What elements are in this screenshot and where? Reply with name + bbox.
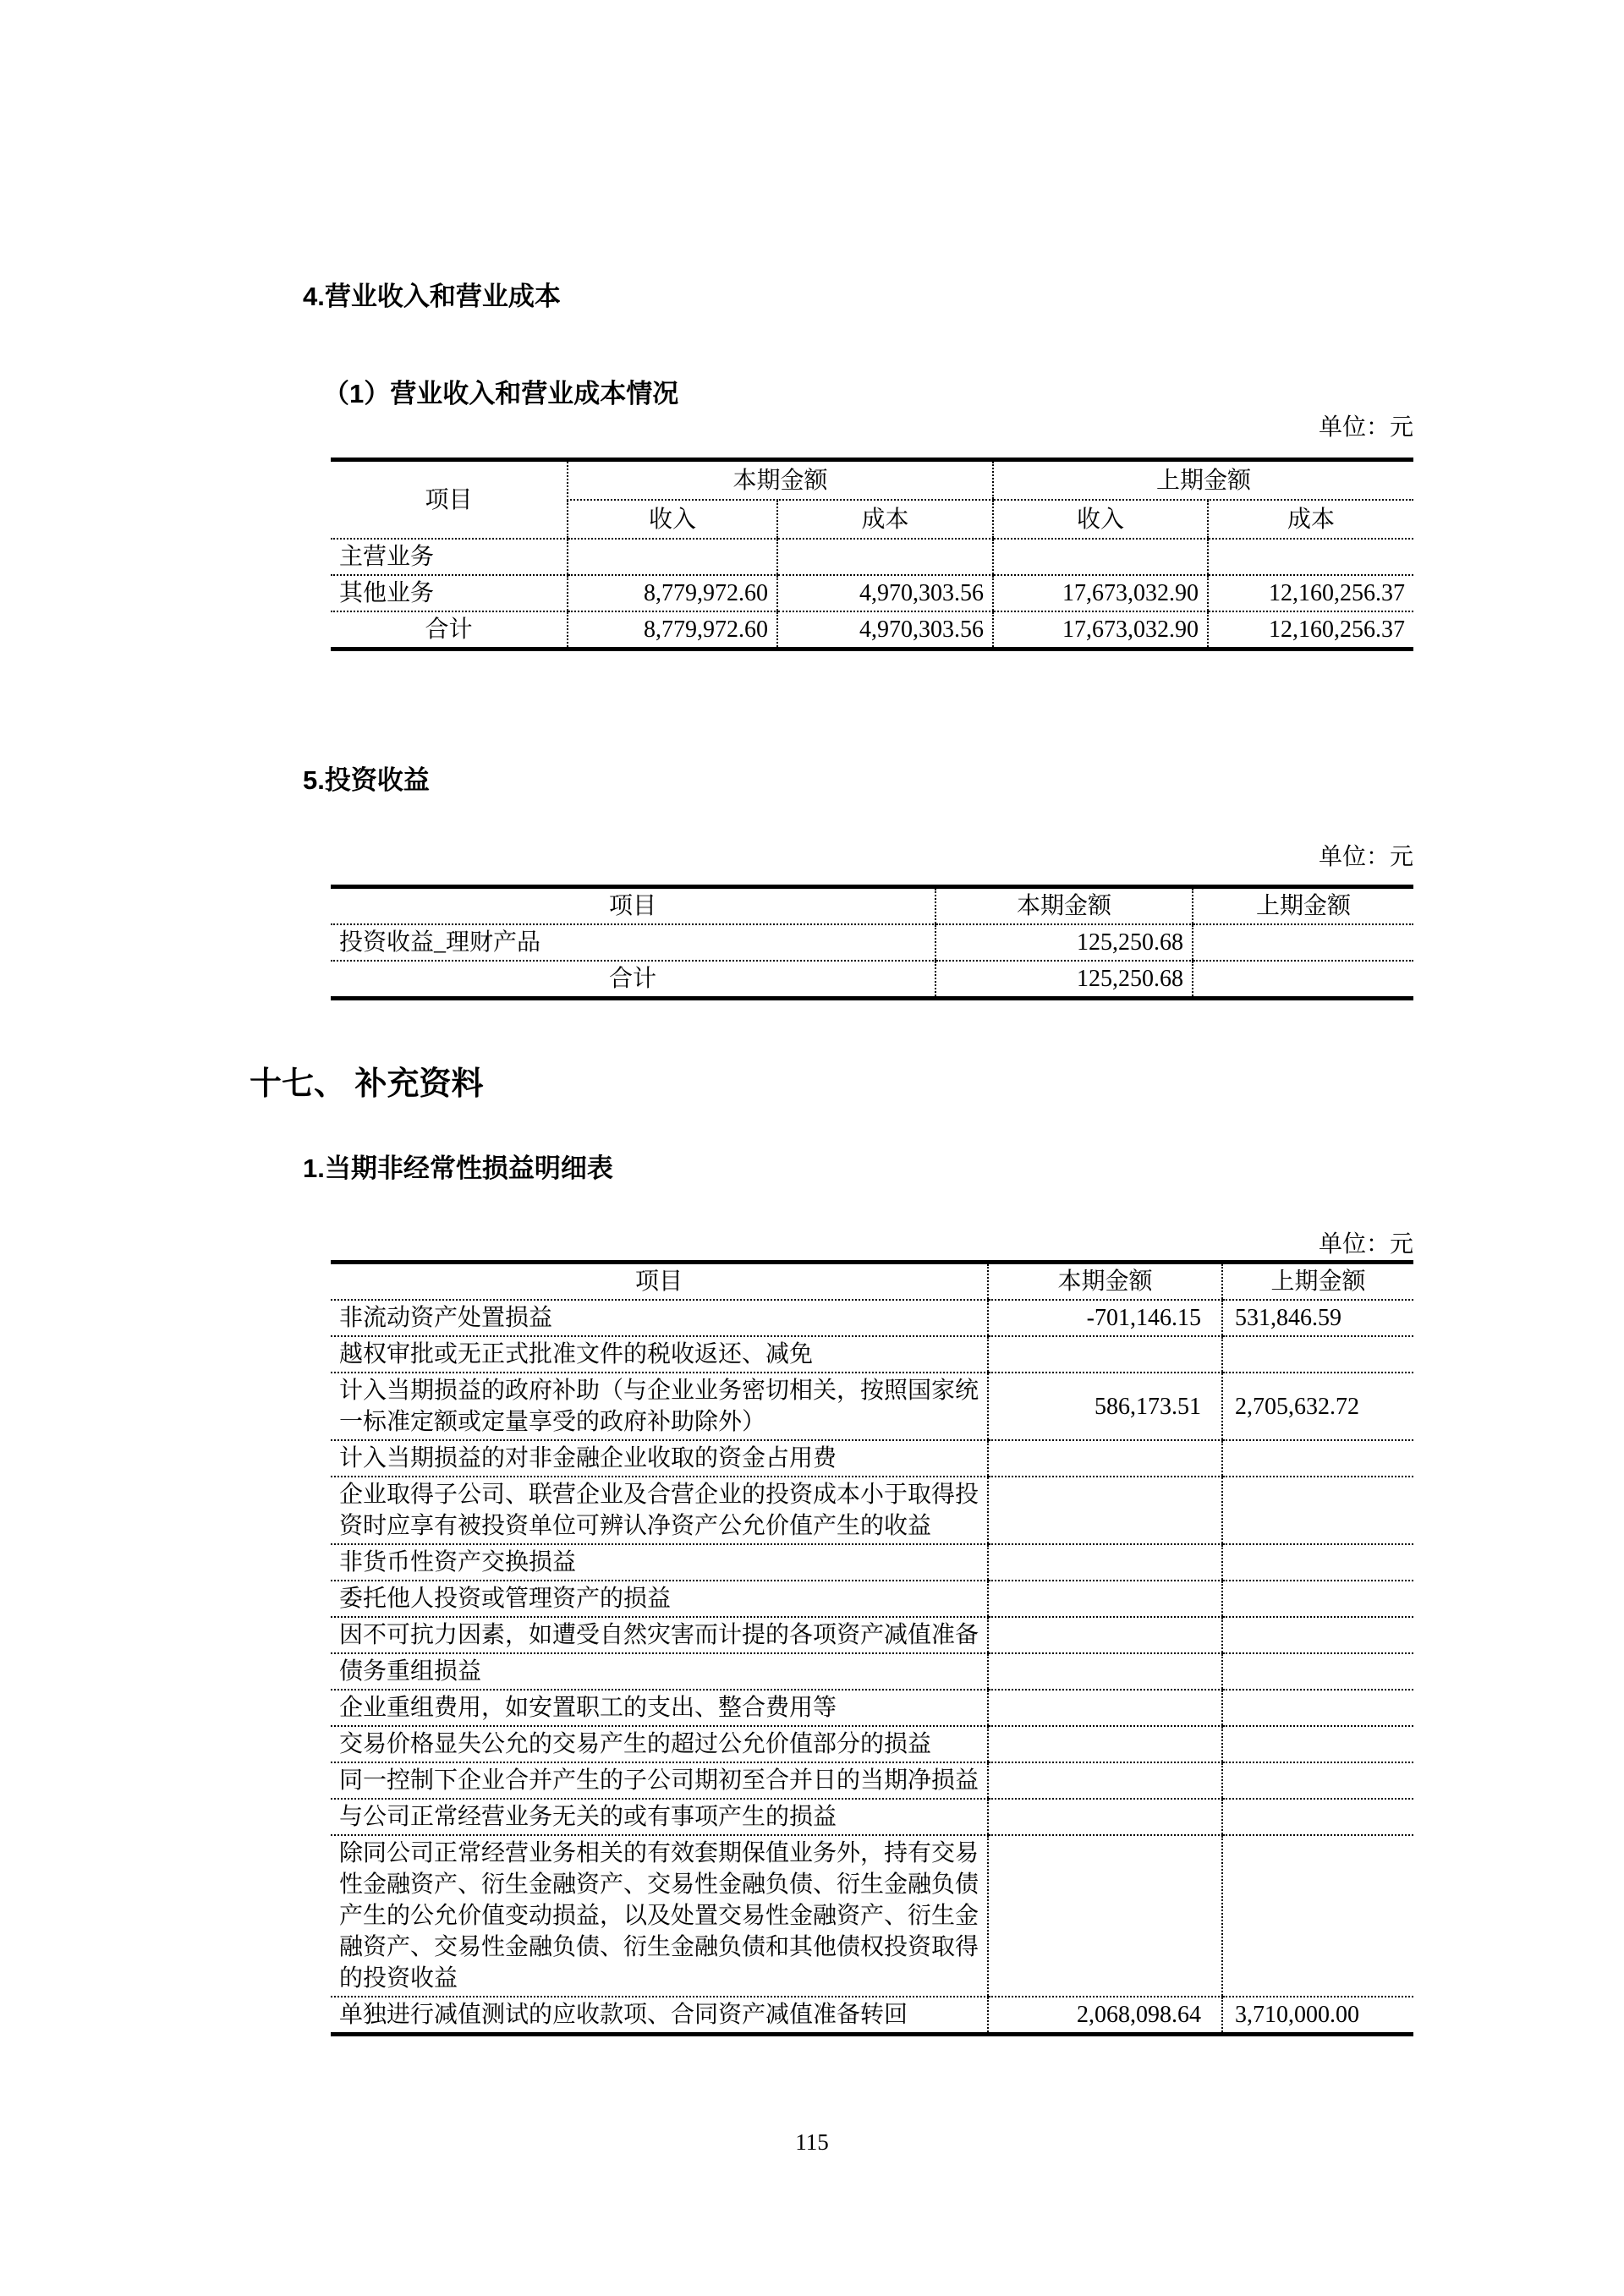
table-row (331, 575, 1413, 611)
page-number: 115 (795, 2129, 829, 2155)
item-cell: 企业取得子公司、联营企业及合营企业的投资成本小于取得投资时应享有被投资单位可辨认净资产公允价值产生的收益 (331, 1477, 988, 1544)
prior-amount-cell (1222, 1440, 1413, 1477)
current-amount-cell (988, 1544, 1222, 1581)
non-recurring-items-table (331, 1260, 1413, 2036)
prior-amount-cell (1222, 1544, 1413, 1581)
prior-amount-cell (1222, 1762, 1413, 1799)
col-header-item: 项目 (331, 1263, 988, 1301)
table-row (331, 1726, 1413, 1762)
table-row (331, 1336, 1413, 1373)
table-row (331, 539, 1413, 575)
prior-amount-cell (1193, 924, 1413, 961)
item-cell: 合计 (425, 616, 473, 643)
col-header-prior: 上期金额 (993, 460, 1413, 501)
prior-amount-cell: 531,846.59 (1222, 1300, 1413, 1336)
current-amount-cell (988, 1762, 1222, 1799)
table-header-row (331, 887, 1413, 925)
prior-revenue-cell: 17,673,032.90 (993, 575, 1208, 611)
item-cell: 因不可抗力因素，如遭受自然灾害而计提的各项资产减值准备 (331, 1617, 988, 1653)
item-cell: 投资收益_理财产品 (331, 924, 935, 961)
table-row (331, 1997, 1413, 2035)
current-amount-cell: -701,146.15 (988, 1300, 1222, 1336)
table-row (331, 1544, 1413, 1581)
table-row (331, 1690, 1413, 1726)
current-revenue-cell: 8,779,972.60 (568, 575, 777, 611)
item-cell: 单独进行减值测试的应收款项、合同资产减值准备转回 (339, 2002, 908, 2028)
prior-revenue-cell (993, 539, 1208, 575)
table-row (331, 1477, 1413, 1544)
col-header-prior-cost: 成本 (1208, 500, 1413, 539)
section-5-title: 5.投资收益 (303, 765, 430, 795)
table-header-row (331, 1263, 1413, 1301)
current-revenue-cell (568, 539, 777, 575)
table-row (331, 1762, 1413, 1799)
col-header-current: 本期金额 (568, 460, 993, 501)
prior-amount-cell (1222, 1581, 1413, 1617)
investment-income-table (331, 885, 1413, 1000)
table-header-row (331, 460, 1413, 501)
current-amount-cell (988, 1440, 1222, 1477)
item-cell: 合计 (608, 966, 656, 992)
col-header-prior-revenue: 收入 (993, 500, 1208, 539)
prior-amount-cell (1222, 1799, 1413, 1835)
item-cell: 委托他人投资或管理资产的损益 (331, 1581, 988, 1617)
current-amount-cell (988, 1477, 1222, 1544)
item-cell: 企业重组费用，如安置职工的支出、整合费用等 (331, 1690, 988, 1726)
item-cell: 非货币性资产交换损益 (331, 1544, 988, 1581)
current-cost-cell: 4,970,303.56 (777, 611, 993, 649)
current-amount-cell (988, 1799, 1222, 1835)
current-amount-cell (988, 1653, 1222, 1690)
col-header-current-revenue: 收入 (568, 500, 777, 539)
item-cell: 越权审批或无正式批准文件的税收返还、减免 (331, 1336, 988, 1373)
item-cell: 其他业务 (331, 575, 568, 611)
current-amount-cell (988, 1617, 1222, 1653)
prior-amount-cell (1222, 1617, 1413, 1653)
current-amount-cell: 125,250.68 (935, 961, 1193, 999)
table-row (331, 1799, 1413, 1835)
item-cell: 计入当期损益的政府补助（与企业业务密切相关，按照国家统一标准定额或定量享受的政府补助除外） (331, 1373, 988, 1440)
unit-label-table1: 单位：元 (1318, 414, 1413, 441)
revenue-cost-table (331, 458, 1413, 651)
item-cell: 同一控制下企业合并产生的子公司期初至合并日的当期净损益 (331, 1762, 988, 1799)
current-amount-cell: 586,173.51 (988, 1373, 1222, 1440)
prior-cost-cell: 12,160,256.37 (1208, 575, 1413, 611)
unit-label-table3: 单位：元 (1318, 1231, 1413, 1258)
section-17-1-subtitle: 1.当期非经常性损益明细表 (303, 1153, 613, 1183)
prior-amount-cell (1222, 1726, 1413, 1762)
col-header-current: 本期金额 (935, 887, 1193, 925)
col-header-prior: 上期金额 (1193, 887, 1413, 925)
table-total-row (331, 961, 1413, 999)
section-17-title: 十七、 补充资料 (250, 1066, 484, 1102)
section-4-title: 4.营业收入和营业成本 (303, 282, 561, 311)
table-row (331, 1835, 1413, 1997)
prior-amount-cell (1222, 1690, 1413, 1726)
item-cell: 交易价格显失公允的交易产生的超过公允价值部分的损益 (331, 1726, 988, 1762)
table-row (331, 1617, 1413, 1653)
item-cell: 计入当期损益的对非金融企业收取的资金占用费 (331, 1440, 988, 1477)
prior-amount-cell (1222, 1653, 1413, 1690)
current-amount-cell (988, 1336, 1222, 1373)
current-amount-cell (988, 1581, 1222, 1617)
current-amount-cell (988, 1835, 1222, 1997)
section-4-1-subtitle: （1）营业收入和营业成本情况 (323, 379, 679, 408)
prior-amount-cell (1193, 961, 1413, 999)
col-header-current-cost: 成本 (777, 500, 993, 539)
item-cell: 除同公司正常经营业务相关的有效套期保值业务外，持有交易性金融资产、衍生金融资产、交易性金融负债、衍生金融负债产生的公允价值变动损益，以及处置交易性金融资产、衍生金融资产、交易性金融负债、衍生金融负债和其他债权投资取得的投资收益 (331, 1835, 988, 1997)
current-amount-cell (988, 1690, 1222, 1726)
prior-amount-cell (1222, 1336, 1413, 1373)
current-amount-cell: 2,068,098.64 (988, 1997, 1222, 2035)
current-amount-cell (988, 1726, 1222, 1762)
col-header-current: 本期金额 (988, 1263, 1222, 1301)
current-cost-cell (777, 539, 993, 575)
prior-amount-cell (1222, 1835, 1413, 1997)
prior-cost-cell (1208, 539, 1413, 575)
prior-amount-cell: 3,710,000.00 (1222, 1997, 1413, 2035)
col-header-item: 项目 (331, 460, 568, 540)
unit-label-table2: 单位：元 (1318, 844, 1413, 870)
item-cell: 非流动资产处置损益 (331, 1300, 988, 1336)
item-cell: 债务重组损益 (331, 1653, 988, 1690)
prior-revenue-cell: 17,673,032.90 (993, 611, 1208, 649)
table-total-row (331, 611, 1413, 649)
item-cell: 主营业务 (331, 539, 568, 575)
item-cell: 与公司正常经营业务无关的或有事项产生的损益 (331, 1799, 988, 1835)
table-row (331, 1300, 1413, 1336)
table-row (331, 1440, 1413, 1477)
current-revenue-cell: 8,779,972.60 (568, 611, 777, 649)
table-row (331, 1653, 1413, 1690)
prior-amount-cell (1222, 1477, 1413, 1544)
table-row (331, 924, 1413, 961)
current-amount-cell: 125,250.68 (935, 924, 1193, 961)
col-header-prior: 上期金额 (1222, 1263, 1413, 1301)
current-cost-cell: 4,970,303.56 (777, 575, 993, 611)
prior-cost-cell: 12,160,256.37 (1208, 611, 1413, 649)
col-header-item: 项目 (331, 887, 935, 925)
table-row (331, 1581, 1413, 1617)
prior-amount-cell: 2,705,632.72 (1222, 1373, 1413, 1440)
table-row (331, 1373, 1413, 1440)
